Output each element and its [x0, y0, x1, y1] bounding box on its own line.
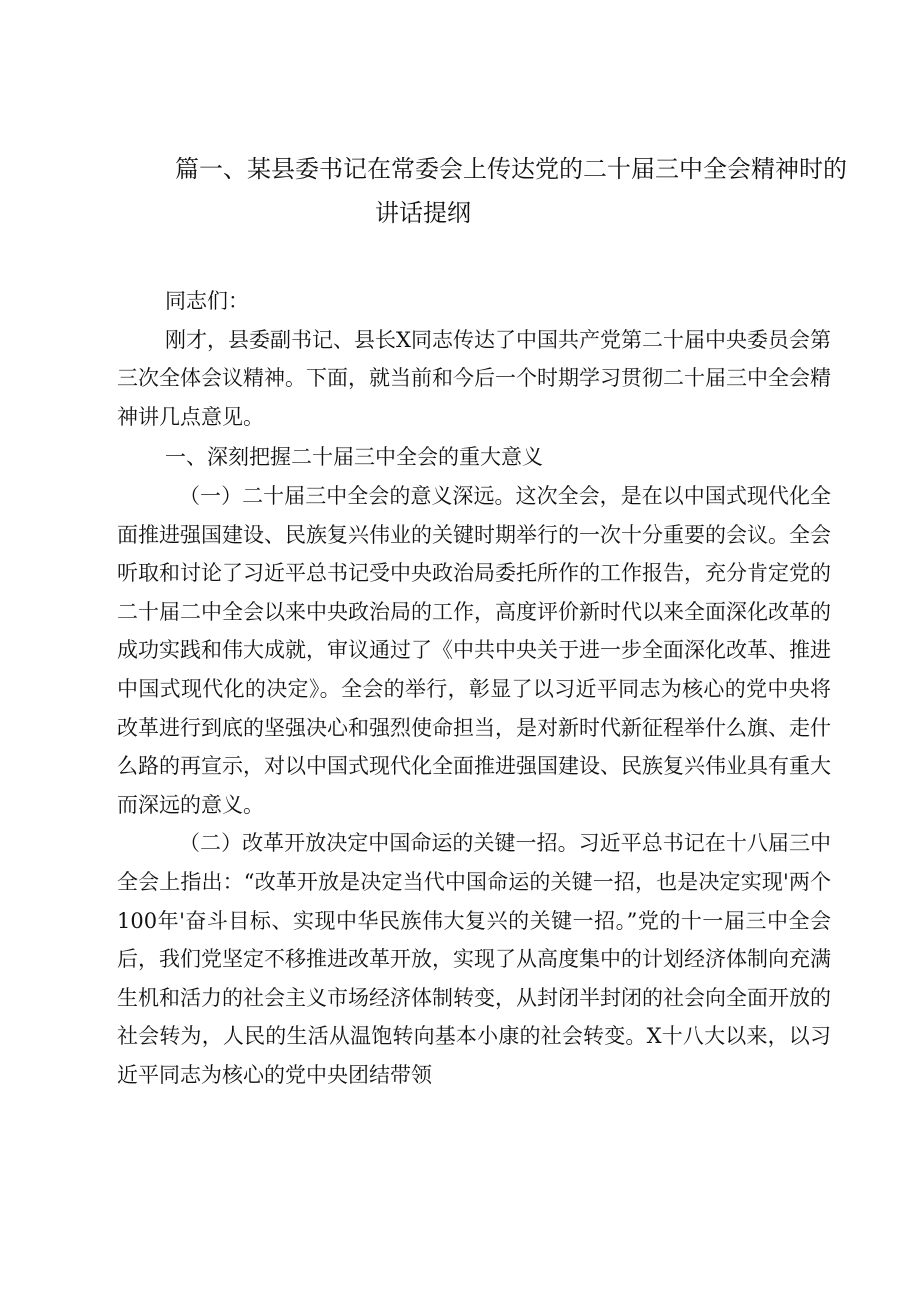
paragraph-2: （二）改革开放决定中国命运的关键一招。习近平总书记在十八届三中全会上指出：“改革开放是决定当代中国命运的关键一招，也是决定实现'两个100年'奋斗目标、实现中华民族伟大复兴的关键一招。”党的十一届三中全会后，我们党坚定不移推进改革开放，实现了从高度集中的计划经济体制向充满生机和活力的社会主义市场经济体制转变，从封闭半封闭的社会向全面开放的社会转为，人民的生活从温饱转向基本小康的社会转变。X十八大以来，以习近平同志为核心的党中央团结带领 [117, 831, 831, 1087]
document-body [117, 282, 831, 1094]
document-title [175, 147, 855, 235]
intro-paragraph: 刚才，县委副书记、县长X同志传达了中国共产党第二十届中央委员会第三次全体会议精神。下面，就当前和今后一个时期学习贯彻二十届三中全会精神讲几点意见。 [117, 327, 831, 429]
paragraph-1: （一）二十届三中全会的意义深远。这次全会，是在以中国式现代化全面推进强国建设、民族复兴伟业的关键时期举行的一次十分重要的会议。全会听取和讨论了习近平总书记受中央政治局委托所作的工作报告，充分肯定党的二十届二中全会以来中央政治局的工作，高度评价新时代以来全面深化改革的成功实践和伟大成就，审议通过了《中共中央关于进一步全面深化改革、推进中国式现代化的决定》。全会的举行，彰显了以习近平同志为核心的党中央将改革进行到底的坚强决心和强烈使命担当，是对新时代新征程举什么旗、走什么路的再宣示，对以中国式现代化全面推进强国建设、民族复兴伟业具有重大而深远的意义。 [117, 483, 831, 817]
title-line-2: 讲话提纲 [375, 199, 471, 227]
salutation: 同志们： [165, 289, 249, 313]
section-heading: 一、深刻把握二十届三中全会的重大意义 [165, 445, 543, 470]
title-line-1: 篇一、某县委书记在常委会上传达党的二十届三中全会精神时的 [175, 155, 847, 183]
